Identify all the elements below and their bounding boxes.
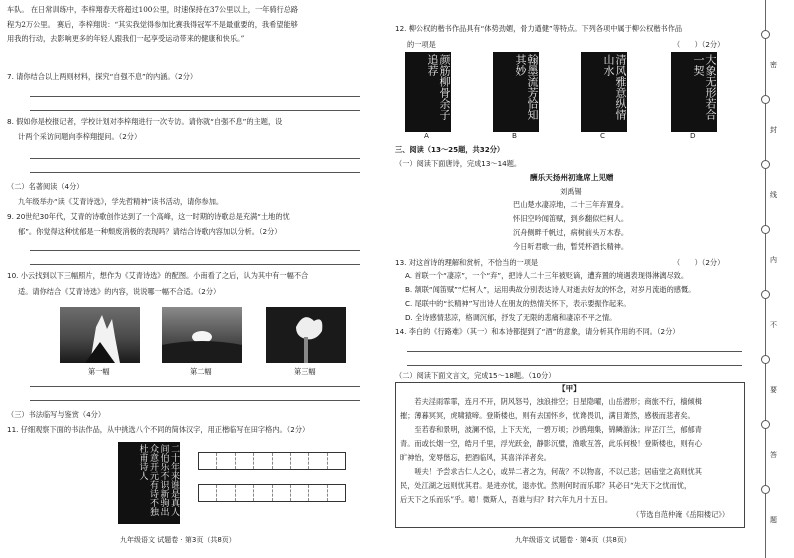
seal-label: 封 — [770, 126, 777, 134]
calligraphy-option-c: 清风雅意纵情山水 — [581, 52, 627, 132]
section-2-title: （二）名著阅读（4分） — [7, 182, 84, 191]
option-label-a[interactable]: A — [424, 131, 429, 140]
passage-line: 青。而或长烟一空，皓月千里，浮光跃金，静影沉璧，渔歌互答，此乐何极！登斯楼也，则有心 — [400, 439, 702, 448]
binding-hole — [761, 420, 770, 429]
question-13-bracket: （ ）（2分） — [673, 258, 725, 267]
question-10-line-2: 适。请你结合《艾青诗选》的内容，说说哪一幅不合适。（2分） — [18, 287, 221, 296]
passage-line: 后天下之乐而乐”乎。噫！微斯人，吾谁与归？时六年九月十五日。 — [400, 495, 613, 504]
calligraphy-option-a: 颜筋柳骨余子追荐 — [405, 52, 451, 132]
intro-line-2: 程为2万公里。 赛后，李梓翔说：“其实我觉得参加比赛我得冠军不是最重要的，我希望能够 — [7, 20, 298, 29]
seal-line — [765, 0, 766, 558]
answer-line[interactable] — [30, 110, 360, 111]
intro-line-3: 用我的行动，去影响更多的年轻人跟我们一起享受运动带来的健康和快乐。” — [7, 34, 245, 43]
binding-hole — [761, 355, 770, 364]
photo-caption-3: 第三幅 — [294, 367, 316, 376]
binding-hole — [761, 225, 770, 234]
q13-option-a[interactable]: A. 首联一个“凄凉”，一个“弃”，把诗人二十三年被贬谪，遭弃置的境遇表现得淋漓尽致。 — [405, 271, 689, 280]
left-page — [0, 0, 390, 558]
q13-option-d[interactable]: D. 全诗感情悲凉，格调沉郁，抒发了无限的悲痛和凄凉不平之情。 — [405, 313, 617, 322]
answer-line[interactable] — [30, 158, 360, 159]
binding-hole — [761, 95, 770, 104]
answer-line[interactable] — [407, 351, 742, 352]
answer-line[interactable] — [407, 365, 742, 366]
option-label-c[interactable]: C — [600, 131, 606, 140]
binding-hole — [761, 485, 770, 494]
question-11: 11. 仔细观察下面的书法作品，从中挑选八个不同的简体汉字，用正楷临写在田字格内。（2分） — [7, 425, 310, 434]
option-label-d[interactable]: D — [690, 131, 696, 140]
calligraphy-option-d: 大象无形若合一契 — [671, 52, 717, 132]
passage-line: 民，处江湖之远则忧其君。是进亦忧，退亦忧。然则何时而乐耶？其必曰“先天下之忧而忧， — [400, 481, 692, 490]
poem-title: 酬乐天扬州初逢席上见赠 — [530, 173, 614, 182]
question-12-bracket: （ ）（2分） — [673, 40, 725, 49]
photo-3-torch-flame — [266, 307, 346, 363]
section-3-title: （三）书法临写与鉴赏（4分） — [7, 410, 106, 419]
answer-line[interactable] — [30, 96, 360, 97]
question-9-line-1: 9. 20世纪30年代，艾青的诗歌创作达到了一个高峰，这一时期的诗歌总是充满“土地的忧 — [7, 212, 290, 221]
calligraphy-sample: 二十年来谁是真人间伯乐不识新驹出众意开元有诗不独杜甫诗人 — [118, 442, 180, 524]
binding-hole — [761, 290, 770, 299]
right-page — [395, 0, 750, 558]
answer-line[interactable] — [30, 400, 360, 401]
passage-line: 至若春和景明，波澜不惊，上下天光，一碧万顷；沙鸥翔集，锦鳞游泳；岸芷汀兰，郁郁青 — [400, 425, 702, 434]
tianzige-grid-row-2[interactable] — [198, 484, 346, 502]
binding-margin — [756, 0, 794, 558]
question-13: 13. 对这首诗的理解和赏析，不恰当的一项是 — [395, 258, 539, 267]
question-8-line-2: 计两个采访问题向李梓翔提问。（2分） — [18, 132, 142, 141]
binding-hole — [761, 160, 770, 169]
seal-label: 内 — [770, 256, 777, 264]
question-9-line-2: 郁”。你觉得这种忧郁是一种颓废消极的表现吗？请结合诗歌内容加以分析。（2分） — [18, 227, 282, 236]
answer-line[interactable] — [30, 264, 360, 265]
passage-line: 旷神怡，宠辱偕忘，把酒临风，其喜洋洋者矣。 — [400, 453, 551, 462]
classical-passage-box — [395, 382, 745, 528]
intro-line-1: 车队。 在日常训练中，李梓翔春天将超过100公里，时速保持在37公里以上，一年骑行总路 — [7, 5, 299, 14]
subsection-2: （二）阅读下面文言文，完成15～18题。（10分） — [395, 371, 556, 380]
poem-line-4: 今日听君歌一曲，暂凭杯酒长精神。 — [513, 242, 629, 251]
passage-label: 【甲】 — [558, 384, 581, 393]
photo-1-burning-figure — [60, 307, 140, 363]
question-10-line-1: 10. 小云找到以下三幅照片，想作为《艾青诗选》的配图。小南看了之后，认为其中有一幅不合 — [7, 271, 309, 280]
poem-line-1: 巴山楚水凄凉地，二十三年弃置身。 — [513, 200, 629, 209]
photo-caption-1: 第一幅 — [88, 367, 110, 376]
answer-line[interactable] — [30, 250, 360, 251]
poem-line-2: 怀旧空吟闻笛赋，到乡翻似烂柯人。 — [513, 214, 629, 223]
photo-2-sunrise — [162, 307, 242, 363]
page-footer-right: 九年级语文 试题卷 · 第4页（共8页） — [515, 536, 631, 544]
answer-line[interactable] — [30, 386, 360, 387]
seal-label: 答 — [770, 451, 777, 459]
calligraphy-option-b: 翰墨流芳恰知其妙 — [493, 52, 539, 132]
binding-hole — [761, 30, 770, 39]
question-7: 7. 请你结合以上两则材料，探究“自强不息”的内涵。（2分） — [7, 72, 198, 81]
question-14: 14. 李白的《行路难》（其一）和本诗都提到了“酒”的意象，请分析其作用的不同。（2分） — [395, 327, 680, 336]
seal-label: 线 — [770, 191, 777, 199]
photo-caption-2: 第二幅 — [190, 367, 212, 376]
poem-author: 刘禹锡 — [560, 187, 582, 196]
question-12-line-1: 12. 柳公权的楷书作品具有“体势劲媚，骨力遒健”等特点。下列各项中属于柳公权楷书作品 — [395, 24, 683, 33]
seal-label: 题 — [770, 516, 777, 524]
passage-line: 嗟夫！予尝求古仁人之心，或异二者之为，何哉？不以物喜，不以己悲；居庙堂之高则忧其 — [400, 467, 702, 476]
question-8-line-1: 8. 假如你是校报记者，学校计划对李梓翔进行一次专访。请你就“自强不息”的主题，设 — [7, 117, 283, 126]
passage-source: （节选自范仲淹《岳阳楼记》） — [632, 510, 730, 519]
section-2-intro: 九年级举办“读《艾青诗选》，学先哲精神”读书活动，请你参加。 — [18, 197, 224, 206]
seal-label: 要 — [770, 386, 777, 394]
question-12-line-2: 的一项是 — [407, 40, 436, 49]
page-footer-left: 九年级语文 试题卷 · 第3页（共8页） — [120, 536, 236, 544]
section-reading-title: 三、阅读（13～25题，共32分） — [395, 145, 505, 154]
seal-label: 密 — [770, 61, 777, 69]
passage-line: 若夫淫雨霏霏，连月不开，阴风怒号，浊浪排空；日星隐曜，山岳潜形；商旅不行，樯倾楫 — [400, 397, 702, 406]
q13-option-c[interactable]: C. 尾联中的“长精神”写出诗人在朋友的热情关怀下，表示要振作起来。 — [405, 299, 631, 308]
subsection-1: （一）阅读下面唐诗，完成13～14题。 — [395, 159, 522, 168]
q13-option-b[interactable]: B. 颔联“闻笛赋”“烂柯人”，运用典故分别表达诗人对逝去好友的怀念，对岁月流逝的感慨。 — [405, 285, 696, 294]
tianzige-grid-row-1[interactable] — [198, 452, 346, 470]
option-label-b[interactable]: B — [512, 131, 517, 140]
seal-label: 不 — [770, 321, 777, 329]
passage-line: 摧；薄暮冥冥，虎啸猿啼。登斯楼也，则有去国怀乡，忧谗畏讥，满目萧然，感极而悲者矣。 — [400, 411, 695, 420]
poem-line-3: 沉舟侧畔千帆过，病树前头万木春。 — [513, 228, 629, 237]
answer-line[interactable] — [30, 172, 360, 173]
